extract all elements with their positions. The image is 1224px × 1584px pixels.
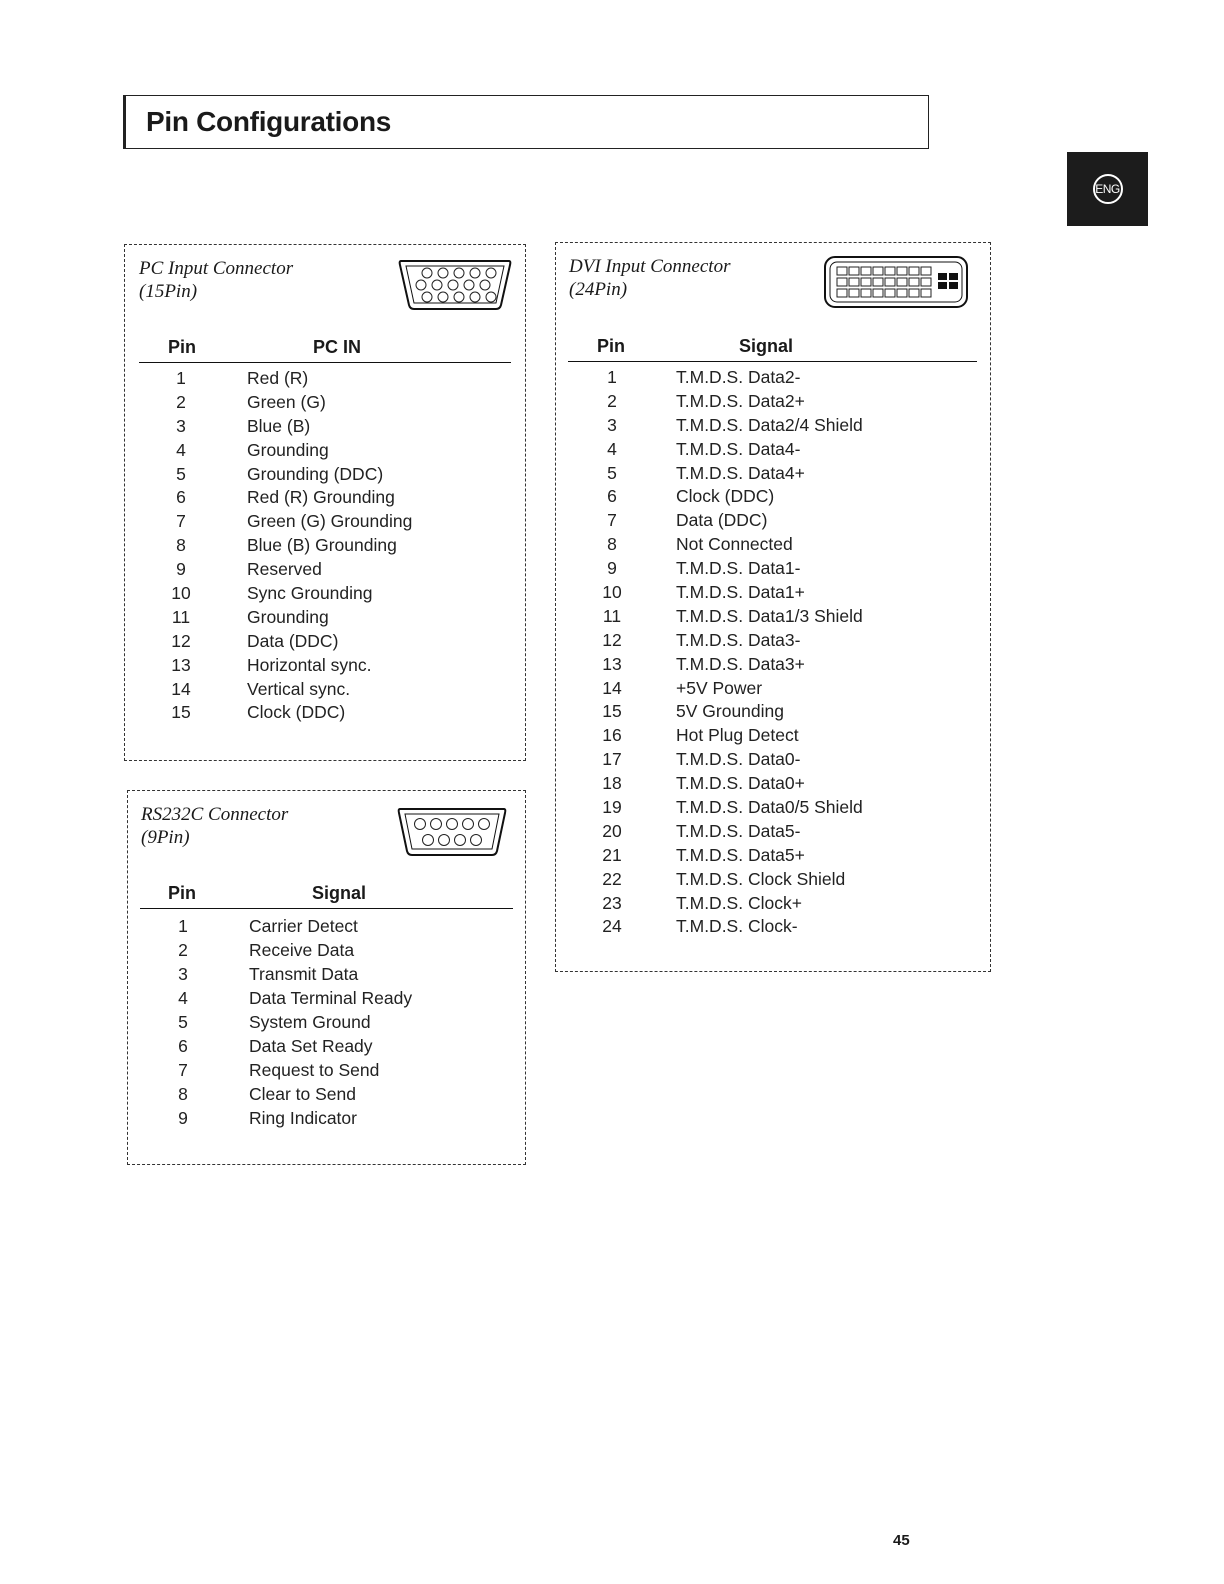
table-row <box>128 1082 525 1106</box>
pin-number: 5 <box>178 1012 188 1032</box>
table-row <box>128 1106 525 1130</box>
pin-number: 8 <box>607 534 617 555</box>
dvi-col-pin: Pin <box>597 336 626 356</box>
table-row <box>556 533 990 557</box>
pin-number: 21 <box>602 844 622 865</box>
table-row <box>125 630 525 654</box>
pin-number: 18 <box>602 773 622 794</box>
pin-number: 16 <box>602 725 622 746</box>
pin-number: 15 <box>171 702 191 723</box>
pin-signal: T.M.D.S. Data1+ <box>676 582 805 603</box>
page-number: 45 <box>893 1532 910 1549</box>
pin-number: 14 <box>171 678 191 699</box>
pc-connector-title <box>139 257 293 303</box>
dvi-connector-box <box>555 242 991 972</box>
rs232-connector-title <box>141 803 288 849</box>
pin-number: 24 <box>602 916 622 937</box>
pin-signal: Grounding <box>247 439 329 460</box>
pc-connector-box <box>124 244 526 761</box>
pin-signal: Clock (DDC) <box>676 486 775 507</box>
pin-number: 4 <box>176 439 186 460</box>
table-row <box>556 677 990 701</box>
table-row <box>556 366 990 390</box>
pin-signal: Grounding (DDC) <box>247 463 384 484</box>
page-title-box <box>123 95 929 149</box>
pin-number: 10 <box>602 582 622 603</box>
table-row <box>556 581 990 605</box>
dvi-connector-title <box>569 255 730 301</box>
pin-signal: Red (R) <box>247 368 309 388</box>
pin-signal: T.M.D.S. Clock+ <box>676 892 802 913</box>
pin-signal: T.M.D.S. Data1/3 Shield <box>676 605 863 626</box>
d-sub-9-pin-icon <box>396 805 508 859</box>
dvi-24-pin-icon <box>823 255 969 309</box>
pin-signal: +5V Power <box>676 677 763 698</box>
table-row <box>556 748 990 772</box>
pin-signal: Data (DDC) <box>676 510 768 531</box>
pin-number: 4 <box>178 988 188 1008</box>
pin-signal: T.M.D.S. Data0- <box>676 749 801 770</box>
pin-signal: T.M.D.S. Clock- <box>676 916 798 937</box>
pin-number: 4 <box>607 438 617 459</box>
pin-signal: 5V Grounding <box>676 701 784 722</box>
table-row <box>556 892 990 916</box>
table-row <box>125 606 525 630</box>
pin-number: 7 <box>607 510 617 531</box>
pin-number: 6 <box>607 486 617 507</box>
pin-signal: Clear to Send <box>249 1084 357 1104</box>
table-row <box>128 962 525 986</box>
table-row <box>125 486 525 510</box>
pin-number: 17 <box>602 749 622 770</box>
pin-number: 9 <box>607 558 617 579</box>
pin-number: 3 <box>176 415 186 436</box>
table-row <box>556 485 990 509</box>
table-row <box>556 724 990 748</box>
pin-signal: T.M.D.S. Data2- <box>676 367 801 387</box>
table-row <box>556 462 990 486</box>
language-tab <box>1067 152 1148 226</box>
pin-signal: Red (R) Grounding <box>247 487 395 508</box>
table-row <box>125 558 525 582</box>
pin-number: 19 <box>602 797 622 818</box>
pin-number: 7 <box>176 511 186 532</box>
dvi-connector-title-line2: (24Pin) <box>569 279 628 300</box>
pin-number: 8 <box>176 535 186 556</box>
pin-signal: T.M.D.S. Data5+ <box>676 844 805 865</box>
table-row <box>125 534 525 558</box>
pin-signal: T.M.D.S. Data2+ <box>676 390 805 411</box>
language-badge: ENG <box>1093 174 1123 204</box>
pin-number: 12 <box>171 630 191 651</box>
pin-signal: Request to Send <box>249 1060 380 1080</box>
pin-signal: Reserved <box>247 559 322 580</box>
table-row <box>128 986 525 1010</box>
pin-signal: T.M.D.S. Clock Shield <box>676 868 846 889</box>
pin-number: 2 <box>178 940 188 960</box>
pin-number: 14 <box>602 677 622 698</box>
pc-col-signal: PC IN <box>313 337 362 357</box>
page-title: Pin Configurations <box>146 106 392 137</box>
dvi-pin-table <box>556 366 990 939</box>
table-row <box>556 844 990 868</box>
pin-signal: Transmit Data <box>249 964 359 984</box>
pin-number: 11 <box>171 606 191 627</box>
pin-number: 7 <box>178 1060 188 1080</box>
table-row <box>128 1010 525 1034</box>
pin-signal: Vertical sync. <box>247 678 351 699</box>
pin-signal: T.M.D.S. Data4+ <box>676 462 805 483</box>
pin-number: 3 <box>178 964 188 984</box>
pin-signal: Data Terminal Ready <box>249 988 413 1008</box>
pin-number: 3 <box>607 414 617 435</box>
pin-signal: Carrier Detect <box>249 916 358 936</box>
table-row <box>125 654 525 678</box>
table-row <box>128 938 525 962</box>
table-row <box>556 390 990 414</box>
pin-signal: T.M.D.S. Data1- <box>676 558 801 579</box>
pin-signal: Blue (B) <box>247 415 311 436</box>
pin-signal: T.M.D.S. Data3- <box>676 629 801 650</box>
table-row <box>556 509 990 533</box>
pin-signal: Data Set Ready <box>249 1036 373 1056</box>
pin-signal: Sync Grounding <box>247 583 373 604</box>
pin-number: 13 <box>171 654 191 675</box>
pin-number: 8 <box>178 1084 188 1104</box>
table-row <box>556 915 990 939</box>
table-row <box>556 700 990 724</box>
pin-signal: Hot Plug Detect <box>676 725 799 746</box>
pin-signal: Grounding <box>247 606 329 627</box>
pin-number: 1 <box>176 368 186 388</box>
pin-signal: T.M.D.S. Data4- <box>676 438 801 459</box>
pin-signal: T.M.D.S. Data5- <box>676 820 801 841</box>
rs232-connector-title-line2: (9Pin) <box>141 827 190 848</box>
pin-signal: Ring Indicator <box>249 1108 357 1128</box>
rs232-connector-title-line1: RS232C Connector <box>141 804 289 825</box>
pin-number: 11 <box>602 605 622 626</box>
pin-signal: T.M.D.S. Data3+ <box>676 653 805 674</box>
table-row <box>556 772 990 796</box>
rs232-header-rule <box>140 908 513 909</box>
rs232-pin-table <box>128 914 525 1130</box>
pc-connector-title-line1: PC Input Connector <box>139 258 294 279</box>
pin-number: 9 <box>176 559 186 580</box>
pin-number: 5 <box>607 462 617 483</box>
table-row <box>125 367 525 391</box>
pin-number: 12 <box>602 629 622 650</box>
table-row <box>556 438 990 462</box>
table-row <box>125 415 525 439</box>
rs232-col-signal: Signal <box>312 883 367 903</box>
table-row <box>125 463 525 487</box>
table-row <box>556 605 990 629</box>
pin-signal: Blue (B) Grounding <box>247 535 397 556</box>
pin-signal: Receive Data <box>249 940 355 960</box>
pc-header-rule <box>139 362 511 363</box>
pc-col-pin: Pin <box>168 337 197 357</box>
pin-number: 22 <box>602 868 622 889</box>
table-row <box>125 582 525 606</box>
pin-number: 2 <box>176 391 186 412</box>
pin-number: 15 <box>602 701 622 722</box>
pin-signal: T.M.D.S. Data0/5 Shield <box>676 797 863 818</box>
pin-number: 9 <box>178 1108 188 1128</box>
pin-number: 1 <box>607 367 617 387</box>
table-row <box>128 1058 525 1082</box>
table-row <box>125 510 525 534</box>
pin-number: 5 <box>176 463 186 484</box>
table-row <box>125 439 525 463</box>
table-row <box>128 1034 525 1058</box>
d-sub-15-pin-icon <box>397 257 513 313</box>
pin-number: 20 <box>602 820 622 841</box>
pin-number: 6 <box>178 1036 188 1056</box>
pin-signal: Green (G) <box>247 391 326 412</box>
pin-signal: Clock (DDC) <box>247 702 346 723</box>
pin-number: 10 <box>171 583 191 604</box>
pin-signal: Not Connected <box>676 534 793 555</box>
table-row <box>556 629 990 653</box>
rs232-col-pin: Pin <box>168 883 197 903</box>
pin-signal: System Ground <box>249 1012 371 1032</box>
rs232-connector-box <box>127 790 526 1165</box>
pin-number: 2 <box>607 390 617 411</box>
pin-number: 23 <box>602 892 622 913</box>
table-row <box>556 557 990 581</box>
pin-number: 13 <box>602 653 622 674</box>
pin-number: 6 <box>176 487 186 508</box>
pin-number: 1 <box>178 916 188 936</box>
table-row <box>556 868 990 892</box>
pc-pin-table <box>125 367 525 725</box>
table-row <box>556 796 990 820</box>
dvi-connector-title-line1: DVI Input Connector <box>569 256 731 277</box>
dvi-header-rule <box>568 361 977 362</box>
table-row <box>125 391 525 415</box>
pc-connector-title-line2: (15Pin) <box>139 281 198 302</box>
table-row <box>128 914 525 938</box>
pin-signal: T.M.D.S. Data2/4 Shield <box>676 414 863 435</box>
table-row <box>125 701 525 725</box>
dvi-col-signal: Signal <box>739 336 794 356</box>
pin-signal: Data (DDC) <box>247 630 339 651</box>
pin-signal: T.M.D.S. Data0+ <box>676 773 805 794</box>
pin-signal: Green (G) Grounding <box>247 511 413 532</box>
table-row <box>125 678 525 702</box>
table-row <box>556 653 990 677</box>
pin-signal: Horizontal sync. <box>247 654 372 675</box>
table-row <box>556 414 990 438</box>
table-row <box>556 820 990 844</box>
